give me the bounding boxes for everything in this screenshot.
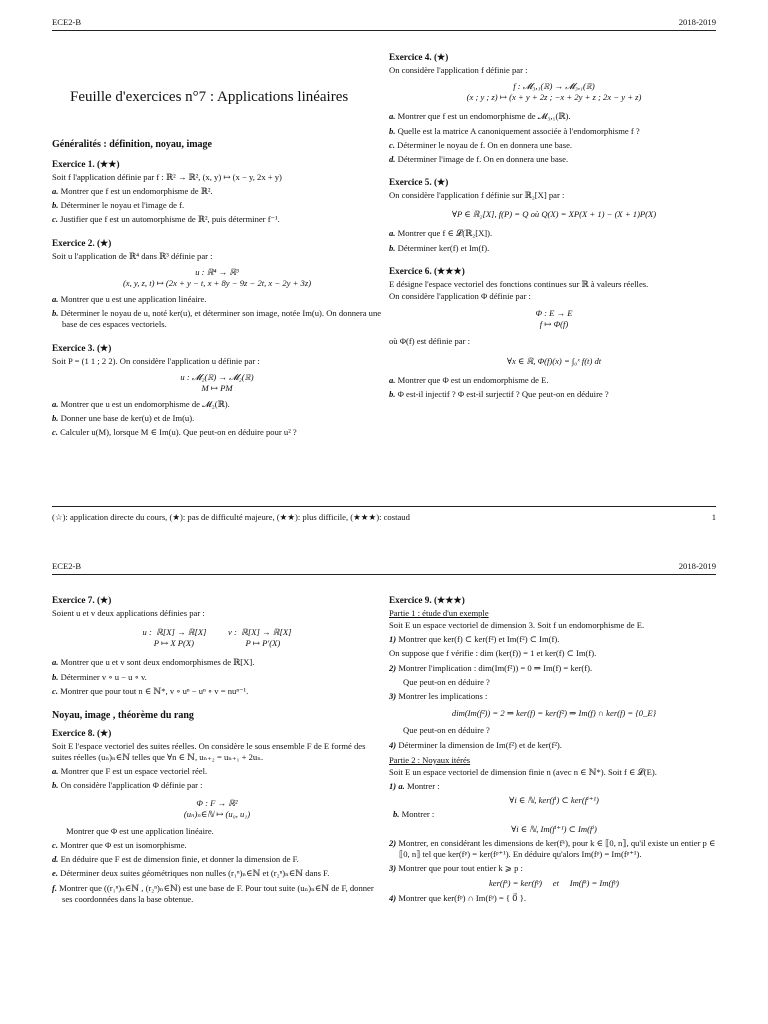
math-display: Φ : E → E [535,308,573,319]
exercise-intro: Soient u et v deux applications définies par : [52,607,205,618]
exercise-1 [52,159,382,226]
exercise-text: où Φ(f) est définie par : [389,336,470,347]
question-c: c. Montrer que Φ est un isomorphisme. [52,840,187,851]
math-display: ∀P ∈ ℝ₂[X], f(P) = Q où Q(X) = XP(X + 1) − (X + 1)P(X) [451,209,657,220]
math-display: dim(Im(f²)) = 2 ⇒ ker(f) = ker(f²) ⇒ Im(f) ∩ ker(f) = {0_E} [451,708,657,719]
math-display: (x, y, z, t) ↦ (2x + y − t, x + 8y − 9z − 2t, x − 2y + 3z) [122,277,312,288]
page-title: Feuille d'exercices n°7 : Applications linéaires [70,89,349,105]
question-a: a. Montrer que Φ est un endomorphisme de E. [389,374,549,385]
question-c: c. Déterminer le noyau de f. On en donnera une base. [389,139,573,150]
question-3: 3) Montrer les implications : [389,690,488,701]
math-display: ∀i ∈ ℕ, ker(fⁱ) ⊂ ker(fⁱ⁺¹) [509,795,599,806]
math-display: Φ : F → ℝ² [196,797,238,808]
question-2: 2) Montrer l'implication : dim(Im(f²)) = 0 ⇒ Im(f) = ker(f). [389,662,593,673]
exercise-7 [52,595,382,697]
exercise-3 [52,343,382,439]
question-c: c. Justifier que f est un automorphisme de ℝ², puis déterminer f⁻¹. [52,214,280,225]
math-display: ∀i ∈ ℕ, Im(fⁱ⁺¹) ⊂ Im(fⁱ) [511,823,597,834]
question-b: b. Déterminer ker(f) et Im(f). [389,242,490,253]
question-a: a. Montrer que f ∈ 𝓛(ℝ₂[X]). [389,228,493,239]
exercise-title: Exercice 3. (★) [52,342,112,353]
question-b: b. Déterminer le noyau et l'image de f. [52,200,185,211]
math-display: (x ; y ; z) ↦ (x + y + 2z ; −x + 2y + z ; 2x − y + z) [466,92,642,103]
question-b: b. On considère l'application Φ définie par : [52,780,203,791]
exercise-title: Exercice 7. (★) [52,595,112,605]
page-2 [0,553,768,1024]
math-display: f : 𝓜₃,₁(ℝ) → 𝓜₃,₁(ℝ) [513,81,595,92]
footer-rule [52,506,716,507]
exercise-9 [389,595,719,905]
exercise-intro: Soit f l'application définie par f : ℝ² → ℝ², (x, y) ↦ (x − y, 2x + y) [52,171,282,182]
difficulty-legend: (☆): application directe du cours, (★): pas de difficulté majeure, (★★): plus difficile, (★★★): costaud [52,512,410,522]
question-b: b. Quelle est la matrice A canoniquement associée à l'endomorphisme f ? [389,125,640,136]
question-3-followup: Que peut-on en déduire ? [403,725,490,736]
question-a: a. Montrer que f est un endomorphisme de 𝓜₃,₁(ℝ). [389,111,571,122]
exercise-intro: E désigne l'espace vectoriel des fonctions continues sur ℝ à valeurs réelles. [389,278,649,289]
exercise-title: Exercice 4. (★) [389,52,449,62]
left-column [52,138,382,442]
hypothesis: On suppose que f vérifie : dim (ker(f)) = 1 et ker(f) ⊂ Im(f). [389,648,597,659]
question-a: a. Montrer que f est un endomorphisme de ℝ². [52,186,213,197]
math-display: u : ℝ[X] → ℝ[X] v : ℝ[X] → ℝ[X] [142,627,292,638]
question-2: 2) Montrer, en considérant les dimensions de ker(fᵏ), pour k ∈ ⟦0, n⟧, qu'il existe un entier p ∈ ⟦0, n⟧ tel que ker(fᵖ) = ker(fᵖ⁺¹). En déduire qu'alors Im(fᵖ) = Im(fᵖ⁺¹). [389,837,716,859]
math-display: M ↦ PM [201,382,233,393]
section-heading: Noyau, image , théorème du rang [52,709,194,721]
header-class: ECE2-B [52,17,82,27]
question-4: 4) Déterminer la dimension de Im(f²) et de ker(f²). [389,739,562,750]
exercise-2 [52,238,382,331]
math-display: u : ℝ⁴ → ℝ³ [195,266,239,277]
question-1b: b. Montrer : [393,809,435,820]
question-b-continued: Montrer que Φ est une application linéaire. [66,825,214,836]
math-display: ker(fᵏ) = ker(fᵖ) et Im(fᵏ) = Im(fᵖ) [488,878,620,889]
header-rule [52,30,716,31]
exercise-intro: Soit u l'application de ℝ⁴ dans ℝ³ définie par : [52,250,213,261]
header-rule [52,574,716,575]
right-column [389,52,719,403]
exercise-title: Exercice 5. (★) [389,177,449,188]
question-c: c. Montrer que pour tout n ∈ ℕ*, v ∘ uⁿ − uⁿ ∘ v = nuⁿ⁻¹. [52,685,249,696]
exercise-intro: Soit E un espace vectoriel de dimension 3. Soit f un endomorphisme de E. [389,620,645,631]
question-f: f. Montrer que ((r₁ⁿ)ₙ∈ℕ , (r₂ⁿ)ₙ∈ℕ) est une base de F. Pour tout suite (uₙ)ₙ∈ℕ de F, donner ses coordonnées dans la base obtenue. [52,882,374,904]
exercise-intro: Soit E l'espace vectoriel des suites réelles. On considère le sous ensemble F de E formé des suites réelles (uₙ)ₙ∈ℕ telles que ∀n ∈ ℕ, uₙ₊₂ = uₙ₊₁ + 2uₙ. [52,740,366,763]
exercise-intro: Soit P = (1 1 ; 2 2). On considère l'application u définie par : [52,355,260,366]
question-3: 3) Montrer que pour tout entier k ⩾ p : [389,863,523,874]
question-a: a. Montrer que u est un endomorphisme de 𝓜₂(ℝ). [52,399,230,410]
question-4: 4) Montrer que ker(fᵖ) ∩ Im(fᵖ) = { 0⃗ }. [389,893,527,904]
question-e: e. Déterminer deux suites géométriques non nulles (r₁ⁿ)ₙ∈ℕ et (r₂ⁿ)ₙ∈ℕ dans F. [52,868,330,879]
right-column [389,595,719,908]
header-year: 2018-2019 [678,17,716,27]
page-number: 1 [711,512,716,522]
exercise-title: Exercice 1. (★★) [52,159,120,169]
exercise-title: Exercice 2. (★) [52,237,112,248]
exercise-intro: On considère l'application Φ définie par : [389,290,531,301]
question-d: d. Déterminer l'image de f. On en donnera une base. [389,153,569,164]
math-display: u : 𝓜₂(ℝ) → 𝓜₂(ℝ) [180,371,254,382]
exercise-intro: Soit E un espace vectoriel de dimension finie n (avec n ∈ ℕ*). Soit f ∈ 𝓛(E). [389,766,657,777]
question-b: b. Φ est-il injectif ? Φ est-il surjectif ? Que peut-on en déduire ? [389,388,609,399]
exercise-5 [389,177,719,254]
math-display: P ↦ X P(X) P ↦ P′(X) [153,638,281,649]
left-column [52,595,382,908]
exercise-intro: On considère l'application f définie sur ℝ₂[X] par : [389,190,565,201]
question-1a: 1) a. Montrer : [389,781,440,792]
math-display: ∀x ∈ ℝ, Φ(f)(x) = ∫₀ˣ f(t) dt [506,355,602,366]
section-heading: Généralités : définition, noyau, image [52,139,212,150]
question-a: a. Montrer que u et v sont deux endomorphismes de ℝ[X]. [52,657,255,668]
math-display: f ↦ Φ(f) [539,319,569,330]
question-a: a. Montrer que F est un espace vectoriel réel. [52,766,208,777]
part-heading: Partie 1 : étude d'un exemple [389,607,489,618]
exercise-title: Exercice 9. (★★★) [389,595,465,605]
question-b: b. Déterminer le noyau de u, noté ker(u), et déterminer son image, notée Im(u). On donnera une base de ces espaces vectoriels. [52,308,382,330]
exercise-intro: On considère l'application f définie par : [389,64,528,75]
question-1: 1) Montrer que ker(f) ⊂ ker(f²) et Im(f²) ⊂ Im(f). [389,634,560,645]
question-2-followup: Que peut-on en déduire ? [403,676,490,687]
exercise-title: Exercice 6. (★★★) [389,265,465,276]
question-a: a. Montrer que u est une application linéaire. [52,294,207,305]
part-heading: Partie 2 : Noyaux itérés [389,754,471,765]
header-class: ECE2-B [52,561,82,571]
exercise-title: Exercice 8. (★) [52,727,112,738]
question-c: c. Calculer u(M), lorsque M ∈ Im(u). Que peut-on en déduire pour u² ? [52,427,297,438]
question-d: d. En déduire que F est de dimension finie, et donner la dimension de F. [52,854,299,865]
footer [52,512,716,523]
question-b: b. Donner une base de ker(u) et de Im(u). [52,413,195,424]
math-display: (uₙ)ₙ∈ℕ ↦ (u₀, u₁) [183,808,251,819]
exercise-4 [389,52,719,165]
question-b: b. Déterminer v ∘ u − u ∘ v. [52,671,147,682]
header-year: 2018-2019 [678,561,716,571]
exercise-6 [389,266,719,400]
exercise-8 [52,728,382,905]
